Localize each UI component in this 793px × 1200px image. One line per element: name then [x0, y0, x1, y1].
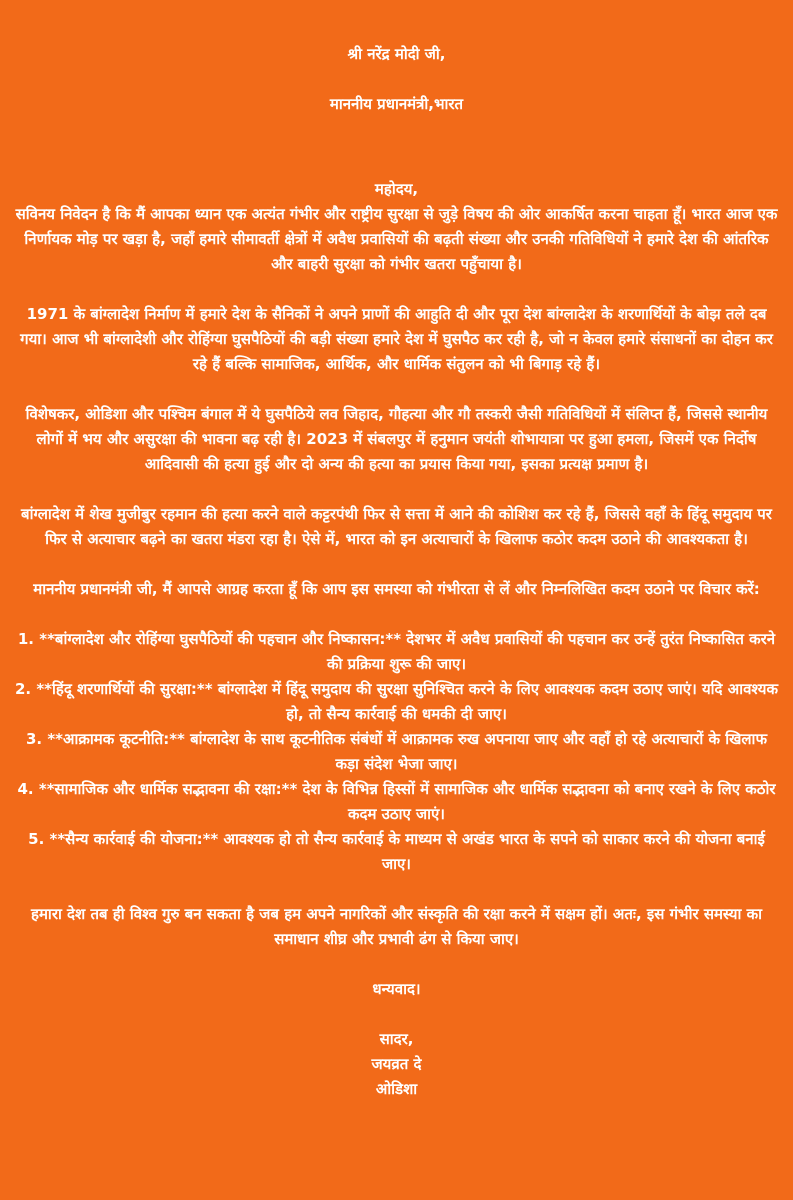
list-item: 2. **हिंदू शरणार्थियों की सुरक्षा:** बांग्लादेश में हिंदू समुदाय की सुरक्षा सुनिश्चित करने के लिए आवश्यक कदम उठाए जाएं। यदि आवश्यक हो, तो सैन्य कार्रवाई की धमकी दी जाए।	[14, 680, 779, 723]
signoff-line: सादर,	[379, 1030, 414, 1048]
paragraph-1971: 1971 के बांग्लादेश निर्माण में हमारे देश के सैनिकों ने अपने प्राणों की आहुति दी और पूरा देश बांग्लादेश के शरणार्थियों के बोझ तले दब गया। आज भी बांग्लादेशी और रोहिंग्या घुसपैठियों की बड़ी संख्या हमारे देश में घुसपैठ कर रही है, जो न केवल हमारे संसाधनों का दोहन कर रहे हैं बल्कि सामाजिक, आर्थिक, और धार्मिक संतुलन को भी बिगाड़ रहे हैं।	[20, 305, 773, 373]
addressee: श्री नरेंद्र मोदी जी,	[347, 45, 446, 63]
thanks-line: धन्यवाद।	[372, 980, 421, 998]
paragraph-odisha-bengal: विशेषकर, ओडिशा और पश्चिम बंगाल में ये घुसपैठिये लव जिहाद, गौहत्या और गौ तस्करी जैसी गतिविधियों में संलिप्त हैं, जिससे स्थानीय लोगों में भय और असुरक्षा की भावना बढ़ रही है। 2023 में संबलपुर में हनुमान जयंती शोभायात्रा पर हुआ हमला, जिसमें एक निर्दोष आदिवासी की हत्या हुई और दो अन्य की हत्या का प्रयास किया गया, इसका प्रत्यक्ष प्रमाण है।	[25, 405, 768, 473]
sender-place: ओडिशा	[375, 1080, 418, 1098]
salutation: महोदय,	[374, 180, 419, 198]
list-item: 5. **सैन्य कार्रवाई की योजना:** आवश्यक हो तो सैन्य कार्रवाई के माध्यम से अखंड भारत के सपने को साकार करने की योजना बनाई जाए।	[28, 830, 765, 873]
closing-paragraph: हमारा देश तब ही विश्व गुरु बन सकता है जब हम अपने नागरिकों और संस्कृति की रक्षा करने में सक्षम हों। अतः, इस गंभीर समस्या का समाधान शीघ्र और प्रभावी ढंग से किया जाए।	[31, 905, 762, 948]
list-item: 4. **सामाजिक और धार्मिक सद्भावना की रक्षा:** देश के विभिन्न हिस्सों में सामाजिक और धार्मिक सद्भावना को बनाए रखने के लिए कठोर कदम उठाए जाएं।	[17, 780, 776, 823]
sender-name: जयव्रत दे	[371, 1055, 422, 1073]
paragraph-intro: सविनय निवेदन है कि मैं आपका ध्यान एक अत्यंत गंभीर और राष्ट्रीय सुरक्षा से जुड़े विषय की ओर आकर्षित करना चाहता हूँ। भारत आज एक निर्णायक मोड़ पर खड़ा है, जहाँ हमारे सीमावर्ती क्षेत्रों में अवैध प्रवासियों की बढ़ती संख्या और उनकी गतिविधियों ने हमारे देश की आंतरिक और बाहरी सुरक्षा को गंभीर खतरा पहुँचाया है।	[15, 205, 778, 273]
paragraph-bangladesh: बांग्लादेश में शेख मुजीबुर रहमान की हत्या करने वाले कट्टरपंथी फिर से सत्ता में आने की कोशिश कर रहे हैं, जिससे वहाँ के हिंदू समुदाय पर फिर से अत्याचार बढ़ने का खतरा मंडरा रहा है। ऐसे में, भारत को इन अत्याचारों के खिलाफ कठोर कदम उठाने की आवश्यकता है।	[21, 505, 772, 548]
demands-list	[14, 627, 779, 877]
list-intro: माननीय प्रधानमंत्री जी, मैं आपसे आग्रह करता हूँ कि आप इस समस्या को गंभीरता से लें और निम्नलिखित कदम उठाने पर विचार करें:	[33, 580, 760, 598]
signature-block	[14, 1027, 779, 1102]
designation: माननीय प्रधानमंत्री,भारत	[329, 95, 464, 113]
list-item: 3. **आक्रामक कूटनीति:** बांग्लादेश के साथ कूटनीतिक संबंधों में आक्रामक रुख अपनाया जाए और वहाँ हो रहे अत्याचारों के खिलाफ कड़ा संदेश भेजा जाए।	[25, 730, 768, 773]
list-item: 1. **बांग्लादेश और रोहिंग्या घुसपैठियों की पहचान और निष्कासन:** देशभर में अवैध प्रवासियों की पहचान कर उन्हें तुरंत निष्कासित करने की प्रक्रिया शुरू की जाए।	[17, 630, 776, 673]
